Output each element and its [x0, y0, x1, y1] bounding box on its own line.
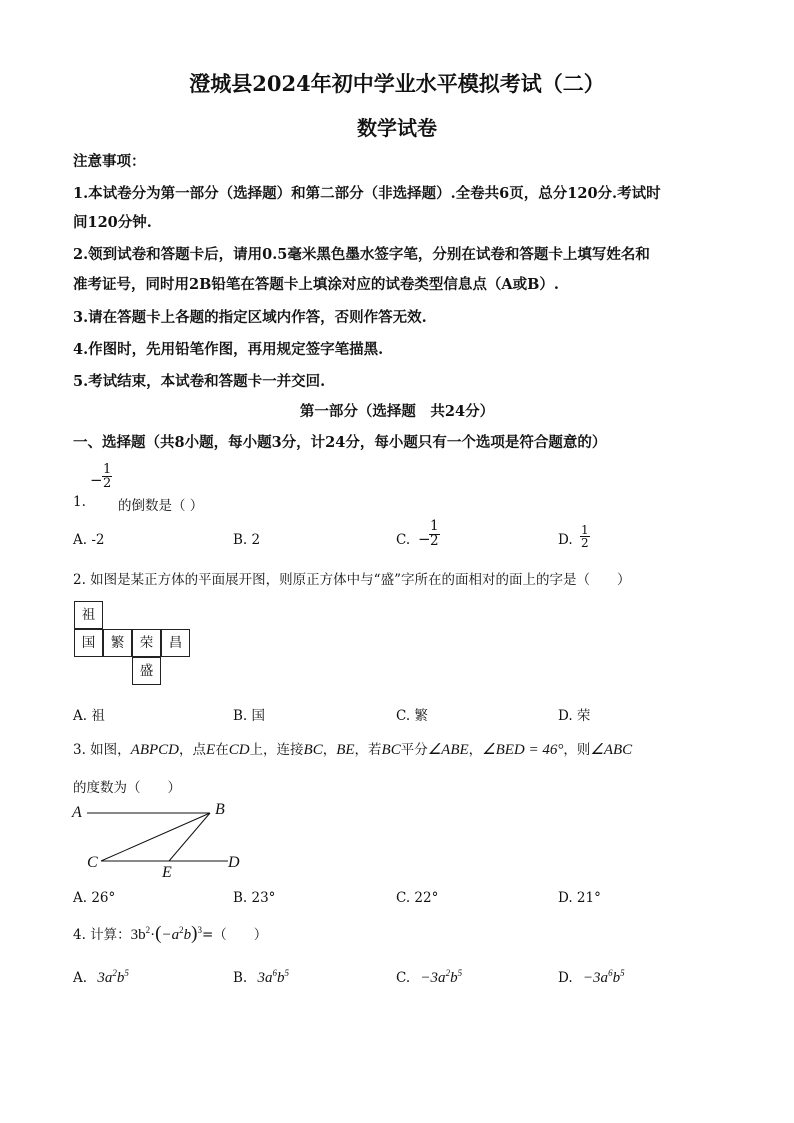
q1-option-b[interactable]: B. 2 — [233, 532, 261, 548]
q4-option-a-expr — [97, 970, 129, 986]
q4-term-3b: 3b — [130, 927, 146, 943]
q4-option-d-label: D. — [558, 970, 573, 986]
q4-exp-a: 2 — [179, 925, 184, 935]
q4-option-d-coef: −3a — [582, 970, 609, 986]
q3-text-e: ， — [322, 742, 337, 758]
notice-line-4: 4.作图时，先用铅笔作图，再用规定签字笔描黑. — [73, 341, 384, 358]
q3-option-c[interactable]: C. 22° — [396, 890, 439, 906]
q4-option-c-var: b — [450, 970, 458, 986]
section-heading: 一、选择题（共8小题，每小题3分，计24分，每小题只有一个选项是符合题意的） — [73, 434, 607, 451]
q3-angle-abe: ∠ABE — [427, 742, 469, 758]
q4-option-c-exp1: 2 — [445, 968, 451, 978]
point-label-b: B — [215, 801, 225, 818]
q3-bc-2: BC — [381, 742, 401, 758]
q4-option-a-label: A. — [73, 970, 88, 986]
q1-option-c-num: 1 — [430, 518, 439, 534]
q3-option-a[interactable]: A. 26° — [73, 890, 116, 906]
q4-prefix: 4. 计算： — [73, 927, 131, 943]
q3-text-f: ，若 — [354, 742, 382, 758]
q4-paren-close: ) — [191, 923, 198, 944]
q4-option-c-expr — [420, 970, 462, 986]
q4-exp-2: 2 — [145, 925, 151, 935]
q3-cd: CD — [158, 742, 180, 758]
parallel-lines-figure — [60, 796, 260, 882]
q4-option-c-coef: −3a — [420, 970, 446, 986]
q1-option-d-den: 2 — [581, 536, 589, 550]
q4-suffix: =（ ） — [201, 927, 268, 943]
notice-line-2-cont: 准考证号，同时用2B铅笔在答题卡上填涂对应的试卷类型信息点（A或B）. — [73, 276, 559, 293]
notice-line-2: 2.领到试卷和答题卡后，请用0.5毫米黑色墨水签字笔，分别在试卷和答题卡上填写姓名和 — [73, 246, 650, 263]
q2-option-d[interactable]: D. 荣 — [558, 708, 591, 724]
q3-be: BE — [336, 742, 355, 758]
q3-e: E — [206, 742, 216, 758]
q4-option-a-exp2: 5 — [124, 968, 129, 978]
point-label-d: D — [228, 854, 240, 871]
q3-option-b[interactable]: B. 23° — [233, 890, 276, 906]
q4-neg-a: −a — [161, 927, 180, 943]
q4-option-c-exp2: 5 — [457, 968, 463, 978]
q1-option-c-label: C. — [396, 532, 411, 548]
question-3-stem — [73, 738, 632, 759]
q1-option-a[interactable]: A. -2 — [73, 532, 105, 548]
q1-option-d-num: 1 — [581, 523, 589, 537]
q1-minus: − — [90, 471, 103, 489]
q4-option-b-expr — [258, 970, 290, 986]
q4-option-d-var: b — [612, 970, 621, 986]
q3-ab: AB — [130, 742, 149, 758]
notice-line-5: 5.考试结束，本试卷和答题卡一并交回. — [73, 373, 326, 390]
q4-option-c-label: C. — [396, 970, 411, 986]
q3-parallel-symbol: P — [149, 742, 159, 758]
q4-dot: · — [150, 927, 156, 943]
q3-text-h: ， — [468, 742, 483, 758]
q1-option-c-minus: − — [418, 530, 431, 548]
q1-fraction-den: 2 — [103, 476, 112, 491]
q1-option-d-label: D. — [558, 532, 573, 548]
q1-stem: 的倒数是（ ） — [118, 498, 204, 514]
q2-option-b[interactable]: B. 国 — [233, 708, 266, 724]
q4-option-d-exp2: 5 — [620, 968, 625, 978]
q4-option-b-var: b — [277, 970, 285, 986]
q1-fraction — [102, 463, 112, 490]
q1-option-c-den: 2 — [430, 532, 439, 549]
q1-option-d-fraction — [580, 524, 590, 549]
q4-option-a[interactable] — [73, 968, 129, 987]
q4-paren-open: ( — [155, 923, 162, 944]
net-cell-chang: 昌 — [161, 629, 190, 657]
q4-option-b-exp2: 5 — [284, 968, 290, 978]
q3-angle-abc: ∠ABC — [590, 742, 633, 758]
notice-line-1-cont: 间120分钟. — [73, 214, 152, 231]
q4-option-a-var: b — [116, 970, 125, 986]
question-2-stem: 2. 如图是某正方体的平面展开图，则原正方体中与“盛”字所在的面相对的面上的字是（ ） — [73, 572, 631, 588]
q4-option-b-label: B. — [233, 970, 248, 986]
question-3-stem-line2: 的度数为（ ） — [73, 780, 181, 796]
part1-heading: 第一部分（选择题 共24分） — [299, 403, 495, 420]
q1-option-c-fraction — [429, 520, 440, 548]
q4-option-c[interactable] — [396, 968, 462, 987]
q2-option-c[interactable]: C. 繁 — [396, 708, 428, 724]
q4-exp-3: 3 — [197, 925, 202, 935]
notice-heading: 注意事项： — [73, 153, 146, 170]
q2-option-a[interactable]: A. 祖 — [73, 708, 105, 724]
point-label-c: C — [87, 854, 98, 871]
question-4-stem — [73, 923, 267, 945]
q4-option-d-expr — [583, 970, 625, 986]
q3-text-g: 平分 — [400, 742, 428, 758]
q4-option-a-exp1: 2 — [112, 968, 117, 978]
q3-cd-2: CD — [228, 742, 250, 758]
net-cell-sheng: 盛 — [132, 657, 161, 685]
q3-text-d: 上，连接 — [249, 742, 304, 758]
q3-text-i: ，则 — [563, 742, 591, 758]
net-cell-fan: 繁 — [103, 629, 132, 657]
q4-expression — [130, 923, 202, 944]
q4-option-d-exp1: 6 — [608, 968, 613, 978]
q3-bc: BC — [303, 742, 323, 758]
exam-title: 澄城县2024年初中学业水平模拟考试（二） — [189, 71, 605, 96]
q1-number: 1. — [73, 494, 86, 510]
q4-option-b-exp1: 6 — [272, 968, 278, 978]
segment-be — [169, 813, 210, 861]
q4-option-b[interactable] — [233, 968, 289, 987]
notice-line-1: 1.本试卷分为第一部分（选择题）和第二部分（非选择题）.全卷共6页，总分120分.考试时 — [73, 185, 661, 202]
net-cell-rong: 荣 — [132, 629, 161, 657]
q4-option-d[interactable] — [558, 968, 625, 987]
notice-line-3: 3.请在答题卡上各题的指定区域内作答，否则作答无效. — [73, 309, 427, 326]
q3-text-c: 在 — [215, 742, 229, 758]
q4-b: b — [183, 927, 192, 943]
segment-bc — [101, 813, 210, 861]
q3-text-b: ，点 — [179, 742, 207, 758]
q1-fraction-num: 1 — [103, 462, 112, 477]
q3-option-d[interactable]: D. 21° — [558, 890, 601, 906]
q3-text-a: 3. 如图， — [73, 742, 131, 758]
q3-angle-bed: ∠BED = 46° — [482, 742, 564, 758]
net-cell-guo: 国 — [74, 629, 103, 657]
q4-option-a-coef: 3a — [97, 970, 113, 986]
net-cell-zu: 祖 — [74, 601, 103, 629]
q4-option-b-coef: 3a — [257, 970, 273, 986]
exam-subtitle: 数学试卷 — [357, 116, 437, 140]
point-label-a: A — [72, 804, 82, 821]
point-label-e: E — [162, 864, 172, 881]
